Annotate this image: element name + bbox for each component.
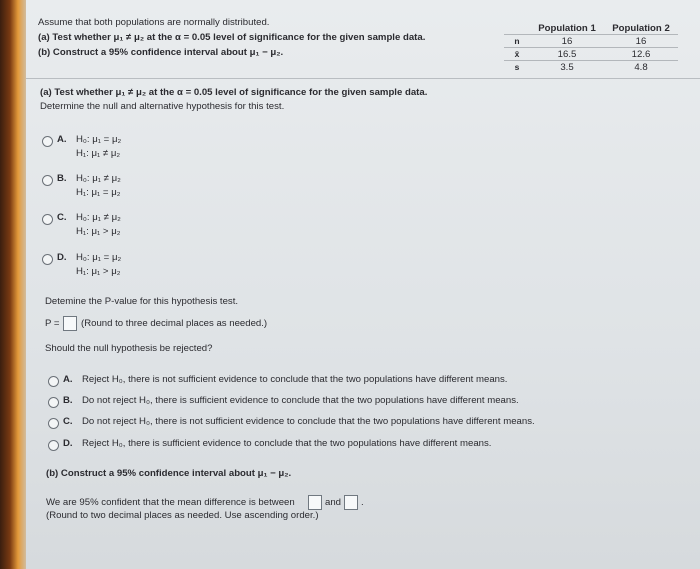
reject-option-b-letter: B. bbox=[63, 395, 73, 406]
hypothesis-option-d-letter: D. bbox=[57, 252, 67, 263]
hypothesis-option-a-h1: H₁: μ₁ ≠ μ₂ bbox=[76, 148, 121, 159]
problem-line-3: (b) Construct a 95% confidence interval about μ₁ − μ₂. bbox=[38, 47, 284, 58]
ci-upper-input[interactable] bbox=[344, 495, 358, 510]
cell-s-pop2: 4.8 bbox=[604, 61, 678, 74]
reject-prompt: Should the null hypothesis be rejected? bbox=[45, 343, 213, 354]
hypothesis-option-c-h0: H₀: μ₁ ≠ μ₂ bbox=[76, 212, 121, 223]
content bbox=[26, 0, 700, 569]
pvalue-hint: (Round to three decimal places as needed.) bbox=[81, 318, 268, 329]
table-row bbox=[504, 35, 678, 48]
cell-xbar-pop2: 12.6 bbox=[604, 48, 678, 61]
section-divider bbox=[26, 78, 700, 79]
hypothesis-option-d-h1: H₁: μ₁ > μ₂ bbox=[76, 266, 121, 277]
part-a-heading: (a) Test whether μ₁ ≠ μ₂ at the α = 0.05 level of significance for the given sample data. bbox=[40, 87, 428, 98]
reject-option-d-letter: D. bbox=[63, 438, 73, 449]
ci-lower-input[interactable] bbox=[308, 495, 322, 510]
cell-n-pop1: 16 bbox=[530, 35, 604, 48]
reject-option-c-radio[interactable] bbox=[48, 418, 59, 429]
hypothesis-option-b-letter: B. bbox=[57, 173, 67, 184]
hypothesis-option-a-h0: H₀: μ₁ = μ₂ bbox=[76, 134, 122, 145]
reject-option-d-radio[interactable] bbox=[48, 440, 59, 451]
reject-option-c-text: Do not reject H₀, there is not sufficient evidence to conclude that the two populations have different means. bbox=[82, 416, 535, 427]
reject-option-a-radio[interactable] bbox=[48, 376, 59, 387]
sample-data-table bbox=[504, 22, 678, 73]
hypothesis-option-d-radio[interactable] bbox=[42, 254, 53, 265]
table-corner bbox=[504, 22, 530, 35]
pvalue-input[interactable] bbox=[63, 316, 77, 331]
reject-option-a-text: Reject H₀, there is not sufficient evidence to conclude that the two populations have different means. bbox=[82, 374, 508, 385]
hypothesis-option-c-h1: H₁: μ₁ > μ₂ bbox=[76, 226, 121, 237]
ci-hint: (Round to two decimal places as needed. Use ascending order.) bbox=[46, 510, 319, 521]
ci-sentence: We are 95% confident that the mean difference is between bbox=[46, 497, 295, 508]
hypothesis-option-c-radio[interactable] bbox=[42, 214, 53, 225]
pvalue-prompt: Detemine the P-value for this hypothesis test. bbox=[45, 296, 239, 307]
table-row bbox=[504, 48, 678, 61]
hypothesis-option-a-letter: A. bbox=[57, 134, 67, 145]
hypothesis-option-d-h0: H₀: μ₁ = μ₂ bbox=[76, 252, 122, 263]
table-header-pop1: Population 1 bbox=[538, 22, 596, 34]
reject-option-b-text: Do not reject H₀, there is sufficient evidence to conclude that the two populations have different means. bbox=[82, 395, 519, 406]
table-header-pop2: Population 2 bbox=[612, 22, 670, 34]
hypothesis-option-b-radio[interactable] bbox=[42, 175, 53, 186]
ci-and-word: and bbox=[325, 497, 342, 508]
reject-option-c-letter: C. bbox=[63, 416, 73, 427]
row-label-n: n bbox=[504, 35, 530, 48]
row-label-xbar: x̄ bbox=[504, 48, 530, 61]
part-b-heading: (b) Construct a 95% confidence interval about μ₁ − μ₂. bbox=[46, 468, 292, 479]
cell-xbar-pop1: 16.5 bbox=[530, 48, 604, 61]
problem-line-1: Assume that both populations are normally distributed. bbox=[38, 17, 270, 28]
screen bbox=[26, 0, 700, 569]
hypothesis-option-b-h0: H₀: μ₁ ≠ μ₂ bbox=[76, 173, 121, 184]
hypothesis-prompt: Determine the null and alternative hypothesis for this test. bbox=[40, 101, 285, 112]
reject-option-b-radio[interactable] bbox=[48, 397, 59, 408]
reject-option-d-text: Reject H₀, there is sufficient evidence to conclude that the two populations have different means. bbox=[82, 438, 492, 449]
problem-line-2: (a) Test whether μ₁ ≠ μ₂ at the α = 0.05 level of significance for the given sample data. bbox=[38, 32, 426, 43]
hypothesis-option-a-radio[interactable] bbox=[42, 136, 53, 147]
reject-option-a-letter: A. bbox=[63, 374, 73, 385]
row-label-s: s bbox=[504, 61, 530, 74]
pvalue-label: P = bbox=[45, 318, 60, 329]
ci-end-mark: . bbox=[361, 497, 364, 508]
cell-n-pop2: 16 bbox=[604, 35, 678, 48]
cell-s-pop1: 3.5 bbox=[530, 61, 604, 74]
table-row bbox=[504, 61, 678, 74]
hypothesis-option-b-h1: H₁: μ₁ = μ₂ bbox=[76, 187, 121, 198]
hypothesis-option-c-letter: C. bbox=[57, 212, 67, 223]
